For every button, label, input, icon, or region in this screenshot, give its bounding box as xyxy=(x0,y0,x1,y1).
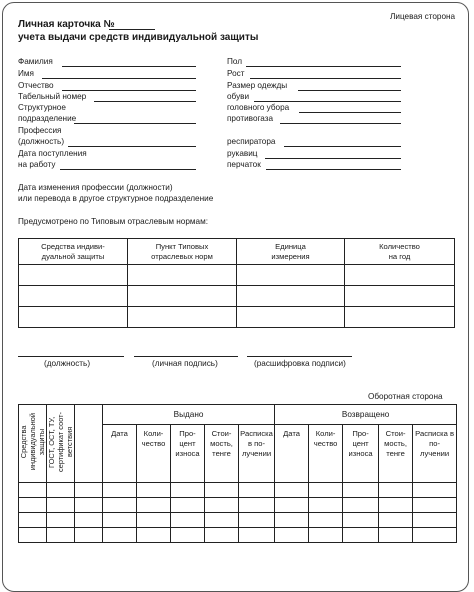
table-cell[interactable] xyxy=(75,528,103,543)
height-label: Рост xyxy=(227,69,245,78)
table-cell[interactable] xyxy=(275,498,309,513)
tab-number-field[interactable] xyxy=(94,101,196,102)
issued-receipt-header: Расписка в по- лучении xyxy=(239,425,275,483)
issued-quantity-header: Коли- чество xyxy=(137,425,171,483)
table-row xyxy=(19,286,455,307)
table-cell[interactable] xyxy=(75,513,103,528)
patronymic-field[interactable] xyxy=(62,90,196,91)
gloves-label: перчаток xyxy=(227,160,261,169)
table-cell[interactable] xyxy=(205,498,239,513)
headwear-label: головного убора xyxy=(227,103,290,112)
table-cell[interactable] xyxy=(275,513,309,528)
returned-wear-header: Про- цент износа xyxy=(343,425,379,483)
table-cell[interactable] xyxy=(171,513,205,528)
table-cell[interactable] xyxy=(137,528,171,543)
table-cell[interactable] xyxy=(128,307,237,328)
profession-change-text-1: Дата изменения профессии (должности) xyxy=(18,183,173,192)
table-cell[interactable] xyxy=(239,513,275,528)
headwear-field[interactable] xyxy=(299,112,401,113)
table-cell[interactable] xyxy=(19,513,47,528)
returned-quantity-header: Коли- чество xyxy=(309,425,343,483)
surname-field[interactable] xyxy=(62,66,196,67)
table-cell[interactable] xyxy=(205,528,239,543)
table-cell[interactable] xyxy=(75,483,103,498)
table-cell[interactable] xyxy=(239,483,275,498)
table-cell[interactable] xyxy=(19,307,128,328)
table-cell[interactable] xyxy=(343,498,379,513)
header-ppe-vertical: Средства индивидуальной защиты xyxy=(19,405,47,483)
mittens-field[interactable] xyxy=(265,158,401,159)
table-cell[interactable] xyxy=(237,307,345,328)
name-field[interactable] xyxy=(42,78,196,79)
back-ppe-table xyxy=(18,404,457,543)
card-number-line[interactable] xyxy=(109,29,155,30)
table-cell[interactable] xyxy=(47,513,75,528)
header-quantity: Количество на год xyxy=(345,239,455,265)
table-cell[interactable] xyxy=(343,528,379,543)
name-label: Имя xyxy=(18,69,34,78)
table-cell[interactable] xyxy=(379,513,413,528)
table-cell[interactable] xyxy=(345,265,455,286)
table-cell[interactable] xyxy=(19,528,47,543)
table-cell[interactable] xyxy=(19,483,47,498)
table-cell[interactable] xyxy=(205,513,239,528)
issued-date-header: Дата xyxy=(103,425,137,483)
table-cell[interactable] xyxy=(379,483,413,498)
table-cell[interactable] xyxy=(128,265,237,286)
hire-label-1: Дата поступления xyxy=(18,149,87,158)
gas-mask-label: противогаза xyxy=(227,114,274,123)
hire-date-field[interactable] xyxy=(60,169,196,170)
unit-label-1: Структурное xyxy=(18,103,66,112)
gender-field[interactable] xyxy=(246,66,401,67)
surname-label: Фамилия xyxy=(18,57,53,66)
table-cell[interactable] xyxy=(237,286,345,307)
table-cell[interactable] xyxy=(413,528,457,543)
decoding-caption: (расшифровка подписи) xyxy=(254,359,346,368)
tab-number-label: Табельный номер xyxy=(18,92,87,101)
back-table-group-row xyxy=(19,405,457,425)
issued-wear-header: Про- цент износа xyxy=(171,425,205,483)
table-cell[interactable] xyxy=(171,528,205,543)
table-cell[interactable] xyxy=(128,286,237,307)
shoes-field[interactable] xyxy=(254,101,401,102)
table-cell[interactable] xyxy=(413,513,457,528)
header-blank xyxy=(75,405,103,483)
returned-cost-header: Стои- мость, тенге xyxy=(379,425,413,483)
height-field[interactable] xyxy=(250,78,401,79)
header-issued: Выдано xyxy=(103,405,275,425)
table-cell[interactable] xyxy=(413,498,457,513)
table-row xyxy=(19,498,457,513)
header-gost-vertical: ГОСТ, ОСТ, ТУ, сертификат соот- ветствия xyxy=(47,405,75,483)
table-row xyxy=(19,513,457,528)
front-side-label: Лицевая сторона xyxy=(390,12,456,21)
table-cell[interactable] xyxy=(19,498,47,513)
table-cell[interactable] xyxy=(103,528,137,543)
gender-label: Пол xyxy=(227,57,243,66)
table-cell[interactable] xyxy=(237,265,345,286)
table-cell[interactable] xyxy=(275,483,309,498)
table-cell[interactable] xyxy=(379,528,413,543)
table-cell[interactable] xyxy=(343,513,379,528)
profession-field[interactable] xyxy=(68,146,196,147)
decoding-signature-line[interactable] xyxy=(247,356,352,357)
issued-cost-header: Стои- мость, тенге xyxy=(205,425,239,483)
front-table-header-row xyxy=(19,239,455,265)
table-cell[interactable] xyxy=(103,513,137,528)
table-cell[interactable] xyxy=(379,498,413,513)
table-cell[interactable] xyxy=(47,528,75,543)
position-caption: (должность) xyxy=(44,359,91,368)
table-cell[interactable] xyxy=(75,498,103,513)
table-cell[interactable] xyxy=(171,498,205,513)
card-subtitle: учета выдачи средств индивидуальной защиты xyxy=(18,32,259,43)
table-row xyxy=(19,483,457,498)
table-cell[interactable] xyxy=(309,528,343,543)
profession-label-2: (должность) xyxy=(18,137,65,146)
table-cell[interactable] xyxy=(343,483,379,498)
unit-field[interactable] xyxy=(74,123,196,124)
gas-mask-field[interactable] xyxy=(280,123,401,124)
table-cell[interactable] xyxy=(137,498,171,513)
respirator-label: респиратора xyxy=(227,137,276,146)
table-cell[interactable] xyxy=(19,286,128,307)
respirator-field[interactable] xyxy=(284,146,401,147)
table-cell[interactable] xyxy=(345,286,455,307)
table-cell[interactable] xyxy=(137,513,171,528)
table-cell[interactable] xyxy=(309,513,343,528)
header-returned: Возвращено xyxy=(275,405,457,425)
table-cell[interactable] xyxy=(239,498,275,513)
patronymic-label: Отчество xyxy=(18,81,54,90)
table-cell[interactable] xyxy=(239,528,275,543)
table-cell[interactable] xyxy=(309,498,343,513)
table-row xyxy=(19,528,457,543)
returned-receipt-header: Расписка в по- лучении xyxy=(413,425,457,483)
hire-label-2: на работу xyxy=(18,160,56,169)
table-cell[interactable] xyxy=(205,483,239,498)
table-cell[interactable] xyxy=(413,483,457,498)
profession-change-text-2: или перевода в другое структурное подразделение xyxy=(18,194,214,203)
table-cell[interactable] xyxy=(19,265,128,286)
front-ppe-table xyxy=(18,238,455,328)
table-cell[interactable] xyxy=(103,483,137,498)
table-cell[interactable] xyxy=(103,498,137,513)
table-row xyxy=(19,265,455,286)
returned-date-header: Дата xyxy=(275,425,309,483)
clothing-size-field[interactable] xyxy=(298,90,401,91)
profession-label-1: Профессия xyxy=(18,126,62,135)
mittens-label: рукавиц xyxy=(227,149,258,158)
table-cell[interactable] xyxy=(137,483,171,498)
position-signature-line[interactable] xyxy=(18,356,124,357)
header-unit: Единица измерения xyxy=(237,239,345,265)
gloves-field[interactable] xyxy=(266,169,401,170)
table-cell[interactable] xyxy=(171,483,205,498)
card-title: Личная карточка № xyxy=(18,19,115,30)
back-side-label: Оборотная сторона xyxy=(368,392,443,401)
table-cell[interactable] xyxy=(47,498,75,513)
table-row xyxy=(19,307,455,328)
header-norm-item: Пункт Типовых отраслевых норм xyxy=(128,239,237,265)
shoes-label: обуви xyxy=(227,92,250,101)
clothing-size-label: Размер одежды xyxy=(227,81,288,90)
personal-signature-caption: (личная подпись) xyxy=(152,359,218,368)
table-cell[interactable] xyxy=(345,307,455,328)
personal-signature-line[interactable] xyxy=(134,356,238,357)
table-cell[interactable] xyxy=(47,483,75,498)
table-cell[interactable] xyxy=(309,483,343,498)
unit-label-2: подразделение xyxy=(18,114,77,123)
table-cell[interactable] xyxy=(275,528,309,543)
header-ppe: Средства индиви- дуальной защиты xyxy=(19,239,128,265)
norms-text: Предусмотрено по Типовым отраслевым нормам: xyxy=(18,217,209,226)
